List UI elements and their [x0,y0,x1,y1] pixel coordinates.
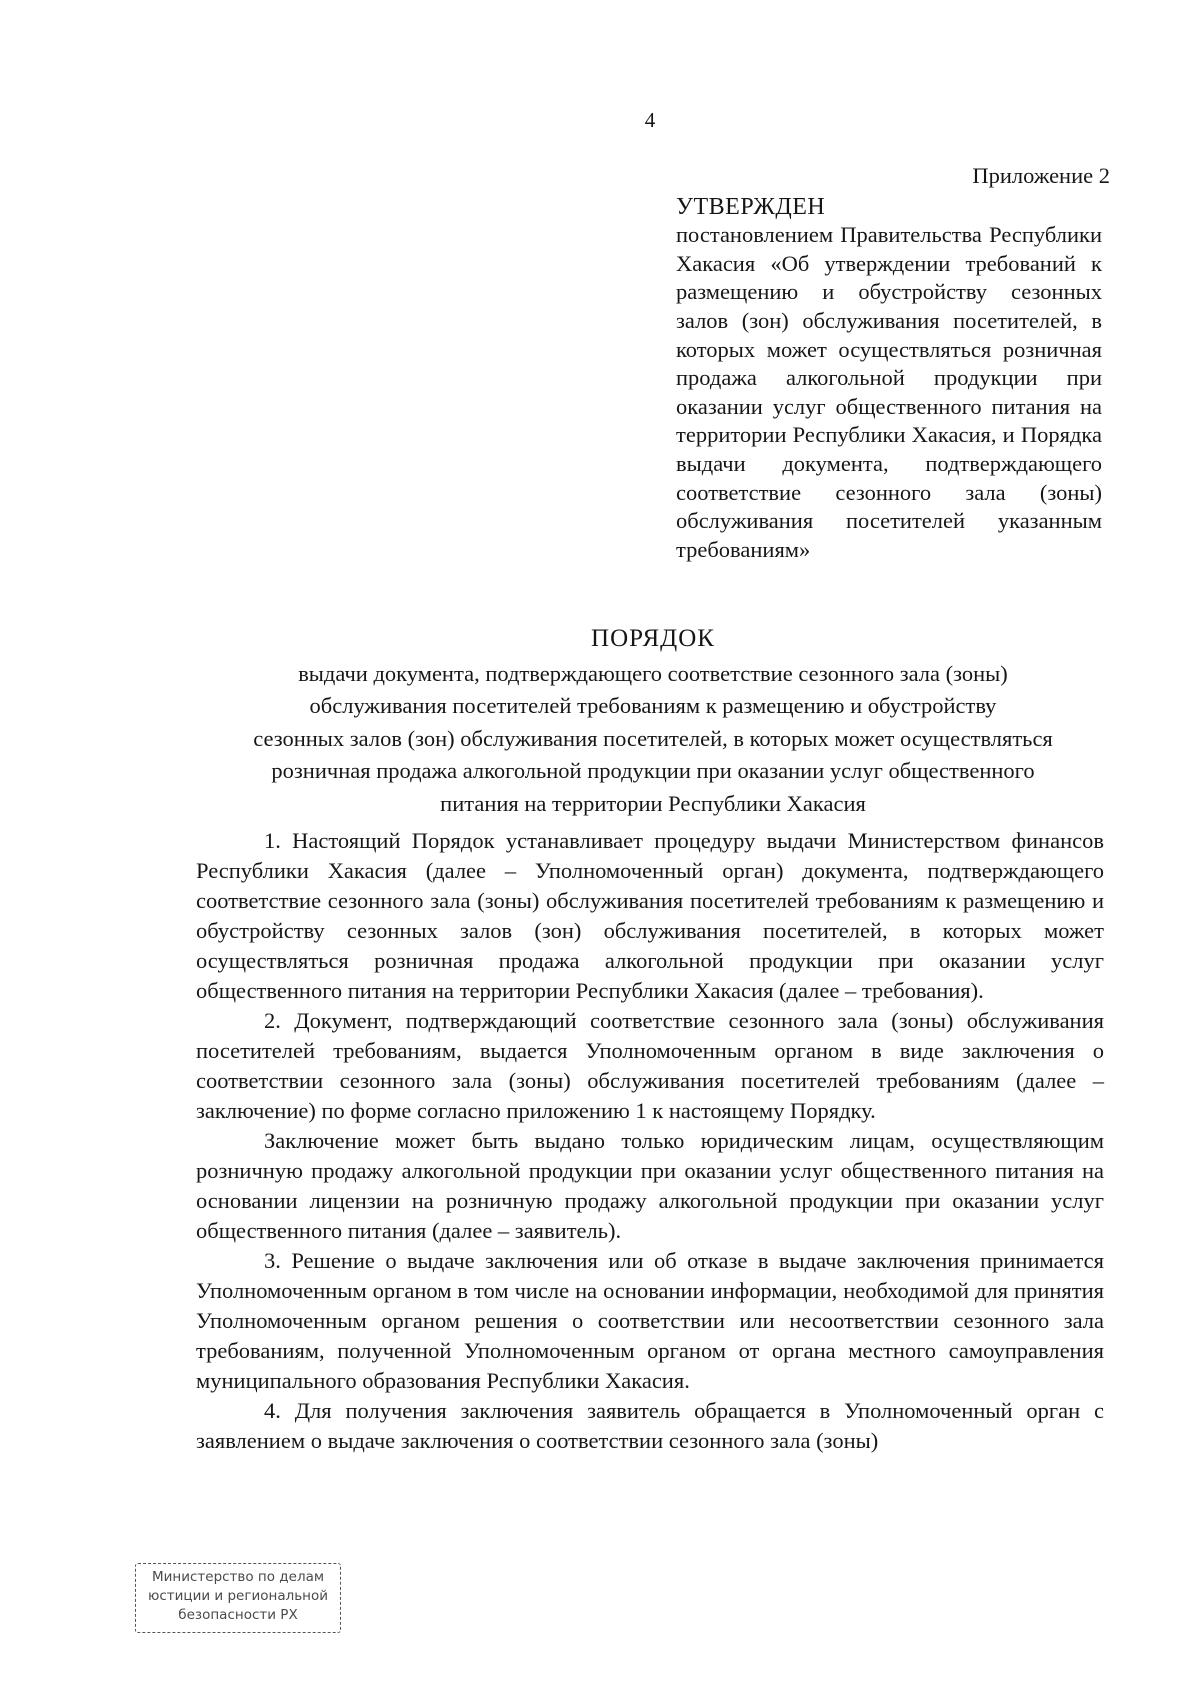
page-number: 4 [644,108,656,132]
stamp-line: Министерство по делам [151,1569,325,1585]
subtitle-line: сезонных залов (зон) обслуживания посетителей, в которых может осуществляться [253,725,1053,751]
ministry-stamp [135,1563,341,1633]
paragraph-1: 1. Настоящий Порядок устанавливает процедуру выдачи Министерством финансов Республики Хакасия (далее – Уполномоченный орган) документа, подтверждающего соответствие сезонного зала (зоны) обслуживания посетителей требованиям к размещению и обустройству сезонных залов (зон) обслуживания посетителей, в которых может осуществляться розничная продажа алкогольной продукции при оказании услуг общественного питания на территории Республики Хакасия (далее – требования). [196,828,1104,1003]
document-title-block [188,623,1118,820]
subtitle-line: выдачи документа, подтверждающего соответствие сезонного зала (зоны) [298,660,1008,686]
approved-heading: УТВЕРЖДЕН [676,193,826,220]
paragraph-2-continuation: Заключение может быть выдано только юридическим лицам, осуществляющим розничную продажу алкогольной продукции при оказании услуг общественного питания на основании лицензии на розничную продажу алкогольной продукции при оказании услуг общественного питания (далее – заявитель). [196,1128,1104,1243]
subtitle-line: питания на территории Республики Хакасия [440,790,866,816]
stamp-line: юстиции и региональной [147,1588,329,1604]
attachment-label: Приложение 2 [972,163,1110,188]
decree-reference: постановлением Правительства Республики Хакасия «Об утверждении требований к размещению и обустройству сезонных залов (зон) обслуживания посетителей, в которых может осуществляться розничная продажа алкогольной продукции при оказании услуг общественного питания на территории Республики Хакасия, и Порядка выдачи документа, подтверждающего соответствие сезонного зала (зоны) обслуживания посетителей указанным требованиям» [676,222,1102,562]
subtitle-line: розничная продажа алкогольной продукции при оказании услуг общественного [271,758,1035,783]
document-body [196,826,1104,1456]
document-title: ПОРЯДОК [591,625,715,652]
approval-block [676,162,1110,564]
stamp-line: безопасности РХ [178,1607,298,1623]
paragraph-2: 2. Документ, подтверждающий соответствие сезонного зала (зоны) обслуживания посетителей требованиям, выдается Уполномоченным органом в виде заключения о соответствии сезонного зала (зоны) обслуживания посетителей требованиям (далее – заключение) по форме согласно приложению 1 к настоящему Порядку. [196,1008,1104,1123]
paragraph-4: 4. Для получения заключения заявитель обращается в Уполномоченный орган с заявлением о выдаче заключения о соответствии сезонного зала (зоны) [196,1398,1104,1453]
paragraph-3: 3. Решение о выдаче заключения или об отказе в выдаче заключения принимается Уполномоченным органом в том числе на основании информации, необходимой для принятия Уполномоченным органом решения о соответствии или несоответствии сезонного зала требованиям, полученной Уполномоченным органом от органа местного самоуправления муниципального образования Республики Хакасия. [196,1248,1104,1393]
subtitle-line: обслуживания посетителей требованиям к размещению и обустройству [309,693,997,718]
